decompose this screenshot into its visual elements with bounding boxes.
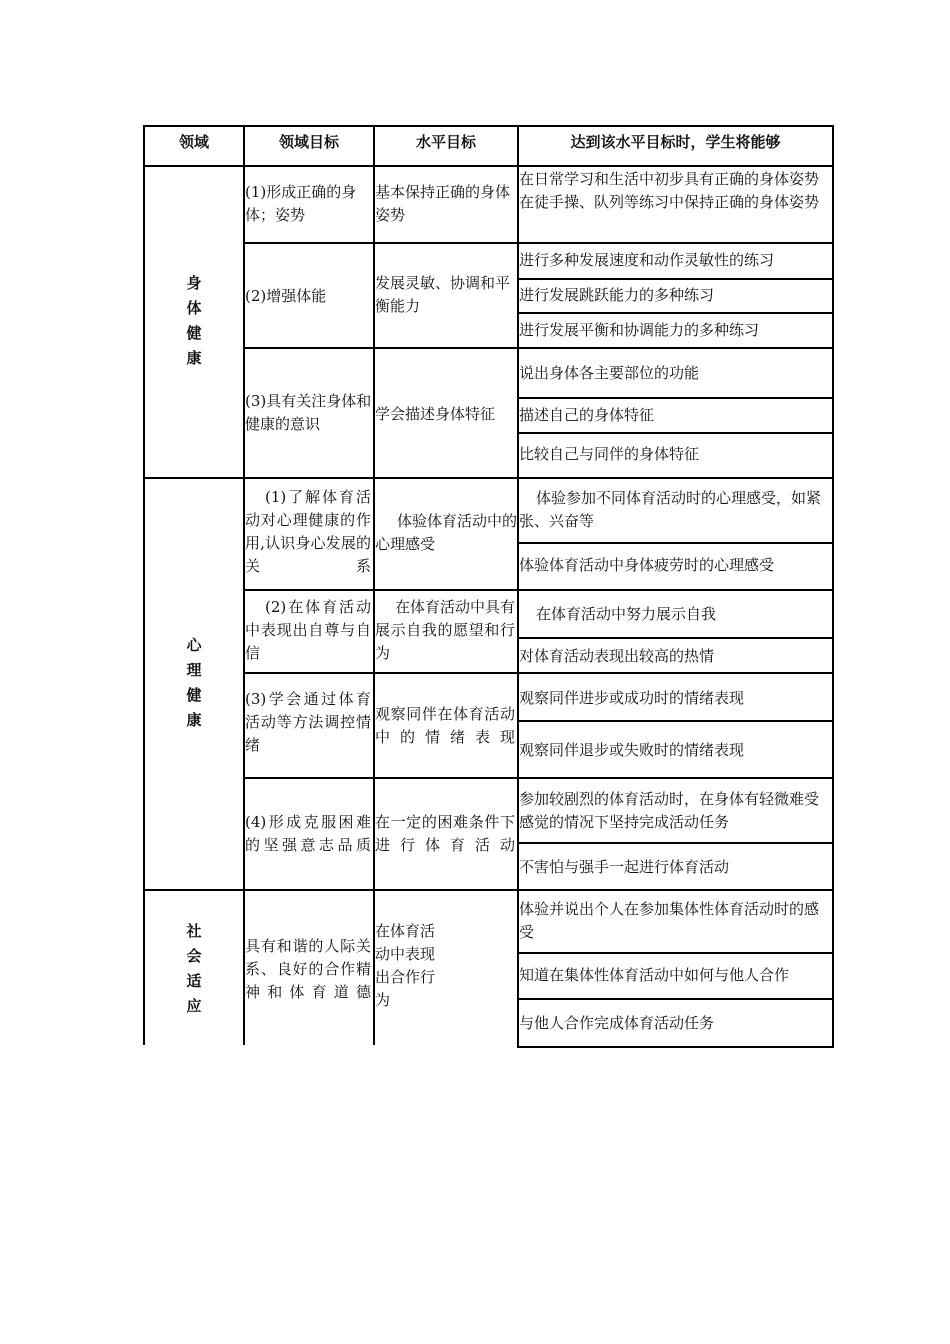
outcome: 参加较剧烈的体育活动时，在身体有轻微难受感觉的情况下坚持完成活动任务 [519, 790, 820, 831]
outcome: 体验体育活动中身体疲劳时的心理感受 [519, 556, 775, 574]
table-border [243, 589, 834, 591]
table-border [517, 542, 834, 544]
domain-mental-health: 心 理 健 康 [186, 636, 202, 729]
level-goal: 学会描述身体特征 [375, 405, 496, 423]
table-border [517, 397, 834, 399]
table-border [517, 312, 834, 314]
level-goal: 在体育活动中表现出合作行为 [375, 922, 436, 1009]
outcome: 不害怕与强手一起进行体育活动 [519, 858, 730, 876]
outcome: 与他人合作完成体育活动任务 [519, 1014, 715, 1032]
outcome: 体验参加不同体育活动时的心理感受，如紧张、兴奋等 [519, 489, 822, 530]
outcome: 知道在集体性体育活动中如何与他人合作 [519, 966, 790, 984]
outcome: 比较自己与同伴的身体特征 [519, 445, 700, 463]
level-goal: 体验体育活动中的心理感受 [375, 512, 517, 553]
table-border [517, 637, 834, 639]
table-border [517, 842, 834, 844]
outcome: 在体育活动中努力展示自我 [536, 605, 717, 623]
table-border [243, 777, 834, 779]
outcome: 体验并说出个人在参加集体性体育活动时的感受 [519, 900, 820, 941]
level-goal: 基本保持正确的身体姿势 [375, 183, 511, 224]
domain-goal: (3)具有关注身体和健康的意识 [245, 392, 372, 433]
table-border [143, 125, 145, 1045]
domain-goal: (1)形成正确的身体；姿势 [245, 183, 357, 224]
level-goal: 发展灵敏、协调和平衡能力 [375, 274, 511, 315]
table-border [243, 672, 834, 674]
table-border [143, 165, 834, 167]
header-domain: 领域 [178, 133, 209, 151]
table-border [243, 125, 245, 1045]
level-goal: 在一定的困难条件下进行体育活动 [375, 813, 515, 854]
outcome: 进行多种发展速度和动作灵敏性的练习 [519, 251, 775, 269]
header-level-goal: 水平目标 [415, 133, 476, 151]
outcome: 在日常学习和生活中初步具有正确的身体姿势在徒手操、队列等练习中保持正确的身体姿势 [519, 170, 820, 211]
table-border [832, 125, 834, 1048]
table-border [517, 278, 834, 280]
level-goal: 观察同伴在体育活动中的情绪表现 [375, 705, 515, 746]
table-border [517, 720, 834, 722]
domain-goal: (2)在体育活动中表现出自尊与自信 [245, 598, 371, 662]
table-border [143, 125, 834, 127]
table-border [517, 952, 834, 954]
table-border [373, 125, 375, 1045]
outcome: 描述自己的身体特征 [519, 406, 655, 424]
domain-goal: (2)增强体能 [245, 287, 327, 305]
table-border [517, 432, 834, 434]
table-border [517, 1046, 834, 1048]
table-border [143, 477, 834, 479]
domain-goal: (3)学会通过体育活动等方法调控情绪 [245, 690, 371, 754]
outcome: 观察同伴进步或成功时的情绪表现 [519, 689, 745, 707]
table-border [243, 242, 834, 244]
domain-physical-health: 身 体 健 康 [186, 274, 202, 367]
domain-goal: (1)了解体育活动对心理健康的作用,认识身心发展的关系 [245, 488, 371, 575]
table-border [243, 347, 834, 349]
outcome: 说出身体各主要部位的功能 [519, 364, 700, 382]
table-border [517, 998, 834, 1000]
level-goal: 在体育活动中具有展示自我的愿望和行为 [375, 598, 515, 662]
outcome: 进行发展跳跃能力的多种练习 [519, 286, 715, 304]
domain-goal: (4)形成克服困难的坚强意志品质 [245, 813, 371, 854]
table-border [143, 889, 834, 891]
outcome: 进行发展平衡和协调能力的多种练习 [519, 321, 760, 339]
header-domain-goal: 领域目标 [278, 133, 339, 151]
domain-goal: 具有和谐的人际关系、良好的合作精神和体育道德 [245, 937, 371, 1001]
header-outcomes: 达到该水平目标时，学生将能够 [570, 133, 781, 151]
outcome: 对体育活动表现出较高的热情 [519, 647, 715, 665]
domain-social-adaptation: 社 会 适 应 [186, 922, 202, 1015]
outcome: 观察同伴退步或失败时的情绪表现 [519, 741, 745, 759]
